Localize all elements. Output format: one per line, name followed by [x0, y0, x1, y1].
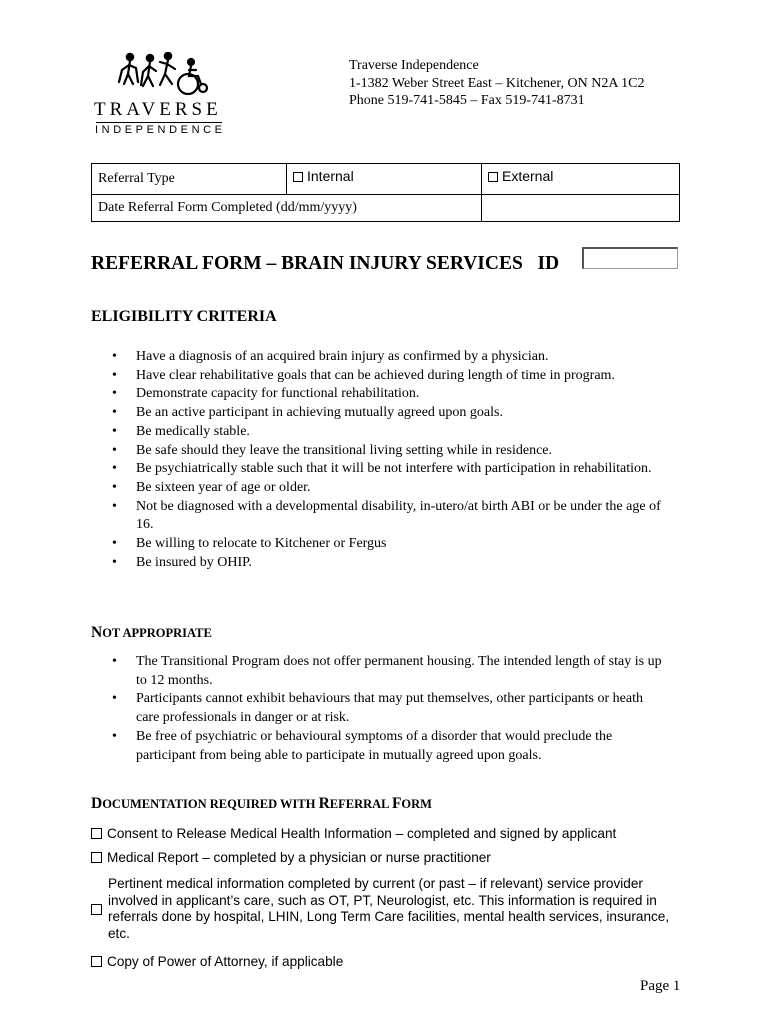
internal-checkbox[interactable]: [293, 172, 303, 182]
list-item: • Be medically stable.: [112, 423, 667, 442]
street-address: 1-1382 Weber Street East – Kitchener, ON N2A 1C2: [349, 75, 645, 91]
medical-report-checkbox[interactable]: [91, 852, 102, 863]
list-item: • The Transitional Program does not offer permanent housing. The intended length of stay is up to 12 months.: [112, 653, 667, 690]
traverse-logo: [94, 52, 229, 138]
not-appropriate-list: [112, 653, 667, 765]
eligibility-list: [112, 348, 667, 572]
poa-label: Copy of Power of Attorney, if applicable: [107, 954, 344, 969]
pertinent-checkbox-wrap[interactable]: [91, 902, 107, 919]
list-item: • Be safe should they leave the transitional living setting while in residence.: [112, 442, 667, 461]
list-item: • Be psychiatrically stable such that it will be not interfere with participation in rehabilitation.: [112, 460, 667, 479]
page-number: Page 1: [640, 978, 681, 994]
org-name: Traverse Independence: [349, 58, 479, 73]
list-item: • Be free of psychiatric or behavioural symptoms of a disorder that would preclude the participant from being able to participate in mutually agreed upon goals.: [112, 728, 667, 765]
medical-report-label: Medical Report – completed by a physician or nurse practitioner: [107, 850, 491, 865]
list-item: • Be an active participant in achieving mutually agreed upon goals.: [112, 404, 667, 423]
poa-item[interactable]: [91, 954, 343, 971]
date-label: Date Referral Form Completed (dd/mm/yyyy): [92, 195, 482, 222]
date-row: [92, 195, 680, 222]
list-item: • Be sixteen year of age or older.: [112, 479, 667, 498]
list-item: • Have a diagnosis of an acquired brain injury as confirmed by a physician.: [112, 348, 667, 367]
medical-report-item[interactable]: [91, 850, 491, 867]
external-option[interactable]: [482, 164, 680, 195]
logo-wordmark: TRAVERSE: [94, 99, 222, 120]
people-figures-icon: [116, 52, 212, 100]
list-item: • Be willing to relocate to Kitchener or Fergus: [112, 535, 667, 554]
documentation-heading: DOCUMENTATION REQUIRED WITH REFERRAL FORM: [91, 795, 432, 812]
referral-table: [91, 163, 680, 222]
list-item: • Have clear rehabilitative goals that can be achieved during length of time in program.: [112, 367, 667, 386]
external-checkbox[interactable]: [488, 172, 498, 182]
internal-option[interactable]: [287, 164, 482, 195]
logo-subtitle: INDEPENDENCE: [95, 124, 226, 136]
list-item: • Not be diagnosed with a developmental disability, in-utero/at birth ABI or be under the age of 16.: [112, 498, 667, 535]
id-input[interactable]: [582, 247, 678, 269]
form-title: REFERRAL FORM – BRAIN INJURY SERVICES ID: [91, 253, 560, 274]
internal-label: Internal: [307, 168, 354, 184]
external-label: External: [502, 168, 554, 184]
not-appropriate-heading: NOT APPROPRIATE: [91, 624, 212, 641]
referral-type-row: [92, 164, 680, 195]
poa-checkbox[interactable]: [91, 956, 102, 967]
pertinent-checkbox[interactable]: [91, 904, 102, 915]
date-field[interactable]: [482, 195, 680, 222]
phone-fax: Phone 519-741-5845 – Fax 519-741-8731: [349, 93, 585, 108]
pertinent-label: Pertinent medical information completed by current (or past – if relevant) service provider involved in applicant’s care, such as OT, PT, Neurologist, etc. This information is required in referrals done by hospital, LHIN, Long Term Care facilities, mental health services, insurance, etc.: [108, 876, 670, 941]
address-block: [349, 57, 645, 110]
list-item: • Demonstrate capacity for functional rehabilitation.: [112, 385, 667, 404]
eligibility-heading: ELIGIBILITY CRITERIA: [91, 308, 277, 325]
referral-type-label: Referral Type: [92, 164, 287, 195]
list-item: • Participants cannot exhibit behaviours that may put themselves, other participants or heath care professionals in danger or at risk.: [112, 690, 667, 727]
consent-item[interactable]: [91, 826, 616, 843]
consent-label: Consent to Release Medical Health Information – completed and signed by applicant: [107, 826, 617, 841]
consent-checkbox[interactable]: [91, 828, 102, 839]
list-item: • Be insured by OHIP.: [112, 554, 667, 573]
